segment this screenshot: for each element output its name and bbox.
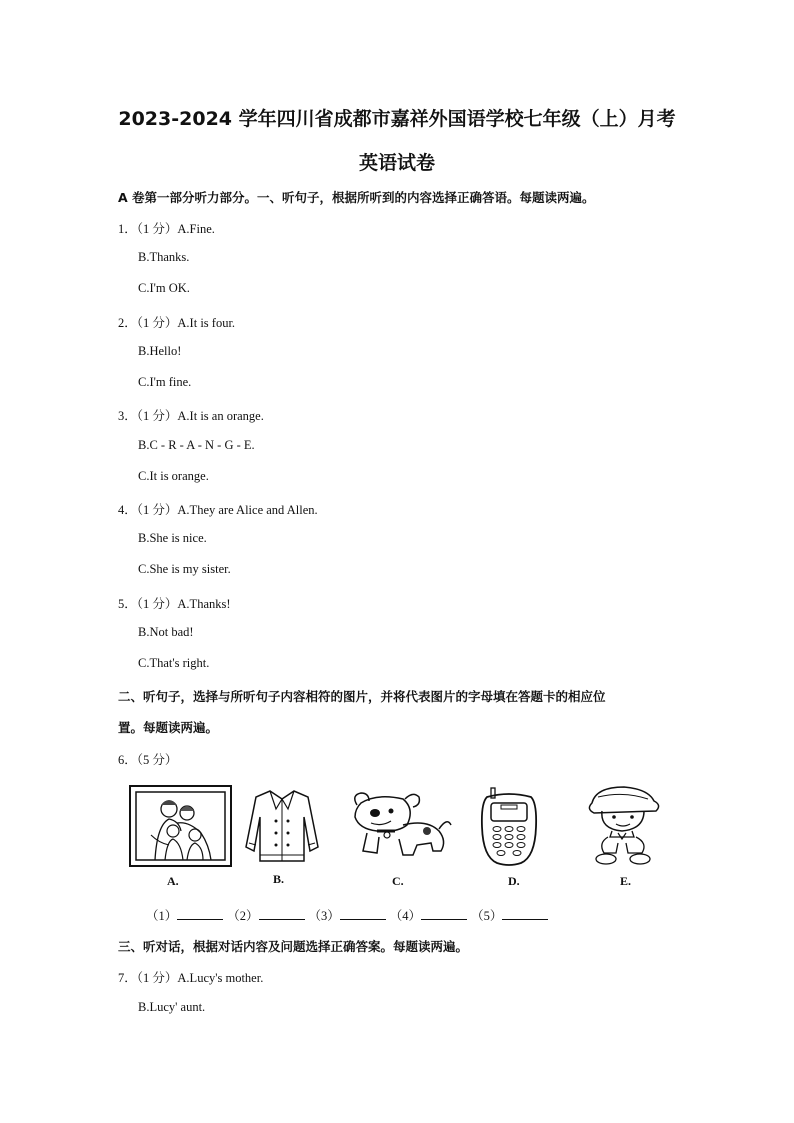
dog-icon [347,789,452,861]
answer-blanks [146,906,552,924]
question-number: 1． [118,222,137,236]
question-score: （1 分） [136,409,178,423]
boy-with-cap-icon [582,783,664,867]
blank-label-4: （4） [389,909,422,923]
picture-label-d: D. [508,874,520,888]
question-score: （5 分） [136,753,178,767]
question-score: （1 分） [136,316,178,330]
option-c: C.I'm OK. [138,281,190,295]
option-b: B.C - R - A - N - G - E. [138,438,255,452]
question-number: 2． [118,316,137,330]
option-a: A.Lucy's mother. [177,971,264,985]
option-c: C.She is my sister. [138,562,231,576]
option-c: C.It is orange. [138,469,209,483]
option-a: A.Fine. [177,222,215,236]
question-score: （1 分） [136,503,178,517]
blank-label-3: （3） [308,909,340,923]
answer-blank-5[interactable] [502,907,548,920]
section-2-heading-line1: 二、听句子，选择与所听句子内容相符的图片，并将代表图片的字母填在答题卡的相应位 [118,689,606,704]
question-7 [118,968,263,986]
exam-title-line1: 2023-2024 学年四川省成都市嘉祥外国语学校七年级（上）月考 [118,108,676,130]
question-number: 4． [118,503,137,517]
option-b: B.Not bad! [138,625,194,639]
question-number: 6． [118,753,137,767]
option-c: C.I'm fine. [138,375,192,389]
question-score: （1 分） [136,971,178,985]
blank-label-2: （2） [227,909,259,923]
question-6 [118,750,177,768]
picture-label-e: E. [620,874,632,888]
question-number: 7． [118,971,137,985]
picture-label-a: A. [167,874,179,888]
picture-label-c: C. [392,874,404,888]
family-photo-icon [129,785,232,867]
mobile-phone-icon [477,787,541,867]
option-b: B.Thanks. [138,250,190,264]
answer-blank-2[interactable] [259,907,305,920]
option-b: B.She is nice. [138,531,207,545]
option-c: C.That's right. [138,656,210,670]
option-b: B.Hello! [138,344,182,358]
question-2 [118,313,235,331]
question-number: 3． [118,409,137,423]
answer-blank-1[interactable] [177,907,223,920]
option-a: A.It is four. [177,316,236,330]
answer-blank-3[interactable] [340,907,386,920]
question-3 [118,406,264,424]
option-a: A.It is an orange. [177,409,264,423]
blank-label-1: （1） [146,909,178,923]
blank-label-5: （5） [471,909,503,923]
jacket-icon [242,787,322,865]
section-3-heading: 三、听对话，根据对话内容及问题选择正确答案。每题读两遍。 [118,939,469,954]
option-a: A.Thanks! [177,597,231,611]
question-score: （1 分） [136,597,178,611]
section-2-heading-line2: 置。每题读两遍。 [118,720,219,735]
option-a: A.They are Alice and Allen. [177,503,318,517]
question-5 [118,594,231,612]
question-4 [118,500,318,518]
question-number: 5． [118,597,137,611]
section-1-heading: A 卷第一部分听力部分。一、听句子，根据所听到的内容选择正确答语。每题读两遍。 [118,190,595,205]
exam-title-line2: 英语试卷 [358,152,435,174]
question-1 [118,219,215,237]
answer-blank-4[interactable] [421,907,467,920]
option-b: B.Lucy' aunt. [138,1000,206,1014]
question-score: （1 分） [136,222,178,236]
picture-label-b: B. [273,872,285,886]
